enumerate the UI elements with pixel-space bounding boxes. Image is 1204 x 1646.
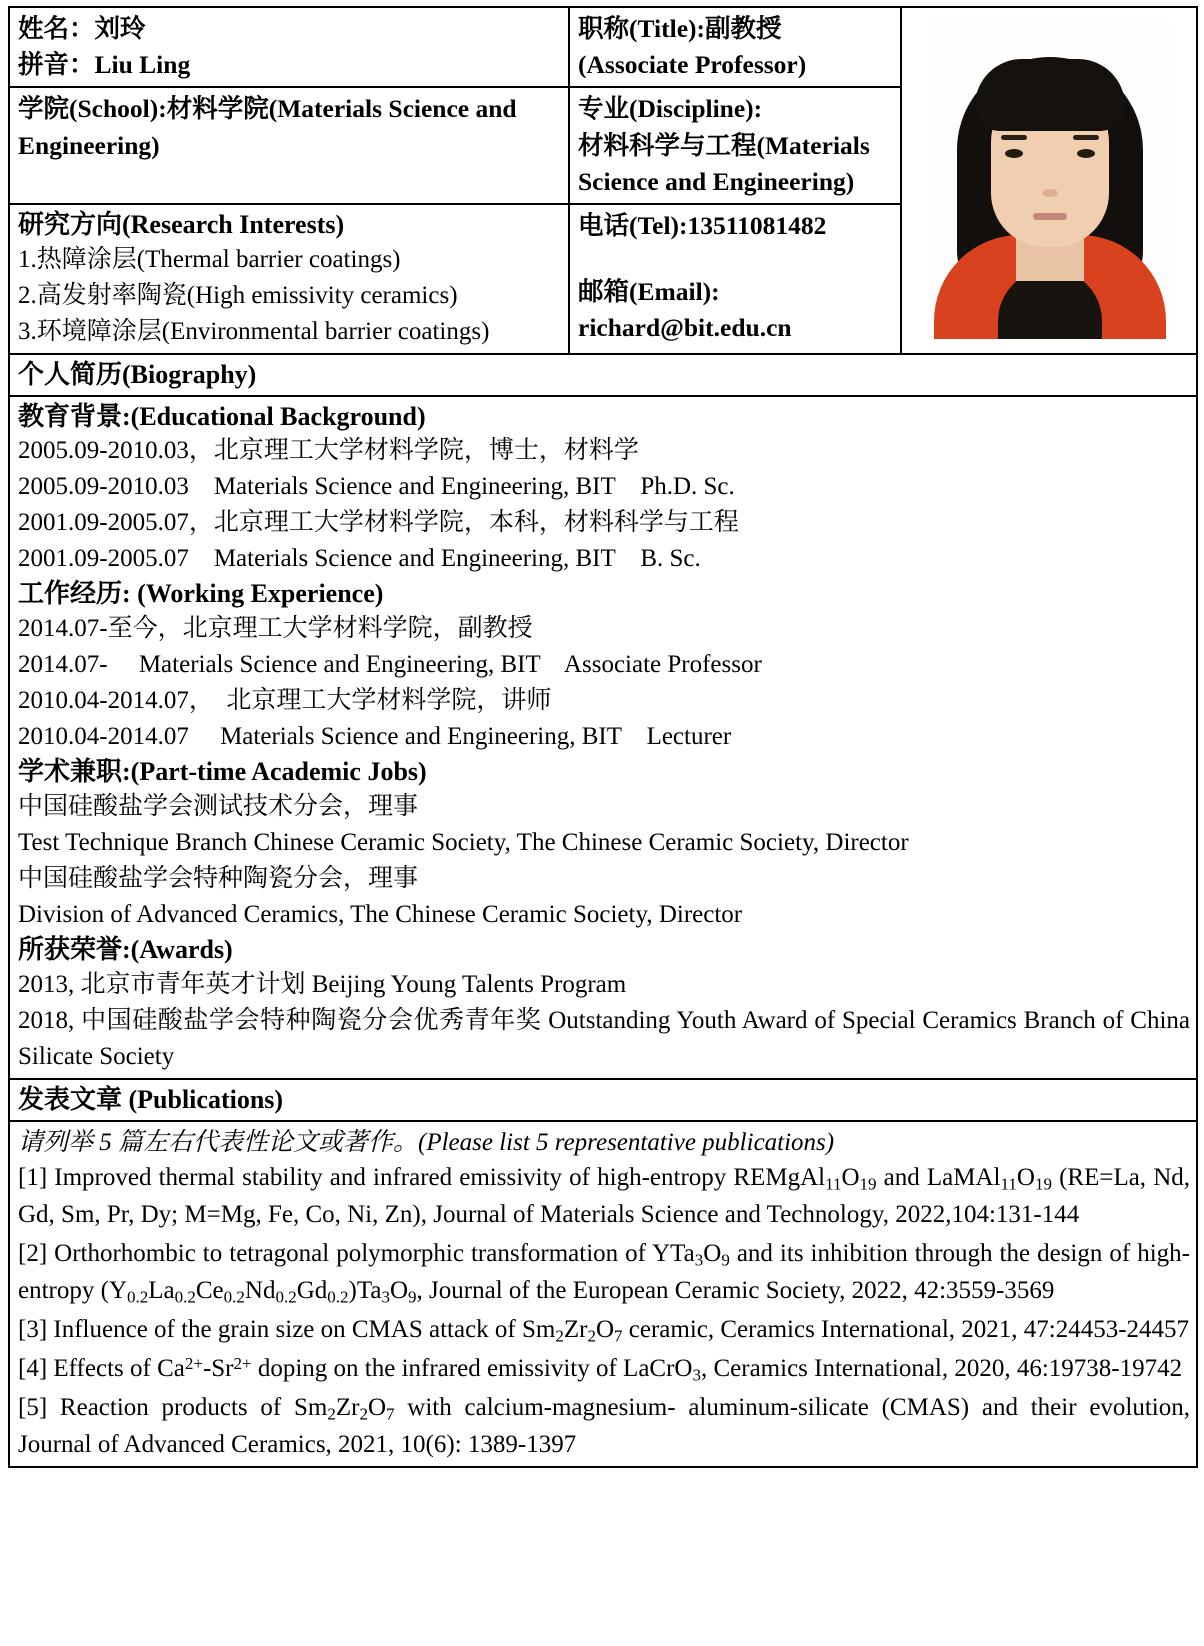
avatar	[931, 21, 1169, 339]
photo-eye-left	[1005, 149, 1023, 158]
education-line: 2005.09-2010.03，北京理工大学材料学院，博士，材料学	[18, 437, 639, 465]
discipline-line-3: Science and Engineering)	[578, 166, 855, 196]
working-heading: 工作经历: (Working Experience)	[18, 579, 384, 609]
biography-heading: 个人简历(Biography)	[18, 359, 257, 389]
table-row-publications-heading	[9, 1079, 1197, 1121]
cell-title	[569, 7, 901, 87]
awards-line: 2013, 北京市青年英才计划 Beijing Young Talents Program	[18, 970, 627, 998]
awards-heading: 所获荣誉:(Awards)	[18, 935, 233, 964]
contact-spacer	[578, 244, 894, 274]
name-value: 刘玲	[94, 14, 146, 43]
pinyin-line	[18, 47, 562, 83]
research-item: 1.热障涂层(Thermal barrier coatings)	[18, 245, 401, 273]
discipline-line-1: 专业(Discipline):	[578, 94, 763, 124]
photo-fringe	[975, 59, 1125, 131]
parttime-line: Test Technique Branch Chinese Ceramic Society, The Chinese Ceramic Society, Director	[18, 829, 909, 856]
photo-brow-left	[1001, 135, 1027, 140]
cell-biography-body	[9, 396, 1197, 1079]
parttime-heading: 学术兼职:(Part-time Academic Jobs)	[18, 757, 427, 787]
working-line: 2014.07- Materials Science and Engineering, BIT Associate Professor	[18, 651, 762, 679]
title-line-1: 职称(Title):副教授	[578, 14, 782, 43]
table-row-publications-body	[9, 1121, 1197, 1468]
education-line: 2001.09-2005.07，北京理工大学材料学院，本科，材料科学与工程	[18, 509, 739, 537]
school-line: 学院(School):材料学院(Materials Science and Engineering)	[18, 94, 523, 160]
publication-item: [5] Reaction products of $Sm_2Zr_2O_7$ with calcium-magnesium- aluminum-silicate (CMAS) and their evolution, Journal of Advanced Ceramics, 2021, 10(6): 1389-1397	[18, 1393, 1191, 1458]
table-row-biography-heading	[9, 354, 1197, 396]
email-label: 邮箱(Email):	[578, 277, 720, 307]
research-heading: 研究方向(Research Interests)	[18, 210, 345, 240]
cell-publications-heading	[9, 1079, 1197, 1121]
research-item: 2.高发射率陶瓷(High emissivity ceramics)	[18, 281, 458, 309]
name-label: 姓名：	[18, 14, 95, 43]
cell-school	[9, 87, 569, 204]
publication-item: [1] Improved thermal stability and infrared emissivity of high-entropy $REMgAl_{11}O_{19}$ and $LaMAl_{11}O_{19}$ (RE=La, Nd, Gd, Sm, Pr, Dy; M=Mg, Fe, Co, Ni, Zn), Journal of Materials Science and Technology, 2022,104:131-144	[18, 1164, 1190, 1229]
cell-discipline	[569, 87, 901, 204]
working-line: 2010.04-2014.07， 北京理工大学材料学院，讲师	[18, 687, 552, 715]
cell-research	[9, 204, 569, 354]
tel-line: 电话(Tel):13511081482	[578, 211, 827, 241]
cell-name	[9, 7, 569, 87]
cell-contact	[569, 204, 901, 354]
working-line: 2010.04-2014.07 Materials Science and Engineering, BIT Lecturer	[18, 723, 732, 751]
discipline-line-2: 材料科学与工程(Materials	[578, 130, 870, 160]
publications-note: 请列举 5 篇左右代表性论文或著作。(Please list 5 representative publications)	[18, 1128, 835, 1156]
pinyin-label: 拼音：	[18, 50, 95, 80]
awards-line: 2018, 中国硅酸盐学会特种陶瓷分会优秀青年奖 Outstanding Youth Award of Special Ceramics Branch of China Silicate Society	[18, 1006, 1197, 1070]
photo-brow-right	[1073, 135, 1099, 140]
research-item: 3.环境障涂层(Environmental barrier coatings)	[18, 317, 490, 345]
publication-item: [2] Orthorhombic to tetragonal polymorphic transformation of $YTa_3O_9$ and its inhibition through the design of high-entropy $(Y_{0.2}La_{0.2}Ce_{0.2}Nd_{0.2}Gd_{0.2})Ta_3O_9$, Journal of the European Ceramic Society, 2022, 42:3559-3569	[18, 1239, 1190, 1306]
table-row-name-title	[9, 7, 1197, 87]
publication-item: [3] Influence of the grain size on CMAS attack of $Sm_2Zr_2O_7$ ceramic, Ceramics International, 2021, 47:24453-24457	[18, 1315, 1190, 1346]
photo-nose	[1042, 189, 1058, 197]
parttime-line: 中国硅酸盐学会特种陶瓷分会，理事	[18, 865, 419, 892]
cell-biography-heading	[9, 354, 1197, 396]
working-line: 2014.07-至今，北京理工大学材料学院，副教授	[18, 615, 533, 643]
photo-mouth	[1033, 213, 1067, 220]
cell-publications-body	[9, 1121, 1197, 1468]
name-line	[18, 11, 562, 47]
cv-table	[8, 6, 1198, 1468]
parttime-line: Division of Advanced Ceramics, The Chinese Ceramic Society, Director	[18, 901, 743, 928]
title-line-2: (Associate Professor)	[578, 50, 807, 80]
cell-photo	[901, 7, 1197, 354]
education-line: 2005.09-2010.03 Materials Science and Engineering, BIT Ph.D. Sc.	[18, 473, 735, 501]
photo-eye-right	[1077, 149, 1095, 158]
publications-heading: 发表文章 (Publications)	[18, 1084, 284, 1114]
pinyin-value: Liu Ling	[94, 50, 191, 80]
table-row-biography-body	[9, 396, 1197, 1079]
publication-item: [4] Effects of $Ca^{2+}-Sr^{2+}$ doping on the infrared emissivity of LaCrO$_3$, Ceramics International, 2020, 46:19738-19742	[18, 1353, 1183, 1385]
email-value: richard@bit.edu.cn	[578, 313, 792, 343]
education-line: 2001.09-2005.07 Materials Science and Engineering, BIT B. Sc.	[18, 545, 701, 573]
education-heading: 教育背景:(Educational Background)	[18, 401, 426, 431]
parttime-line: 中国硅酸盐学会测试技术分会，理事	[18, 793, 419, 820]
